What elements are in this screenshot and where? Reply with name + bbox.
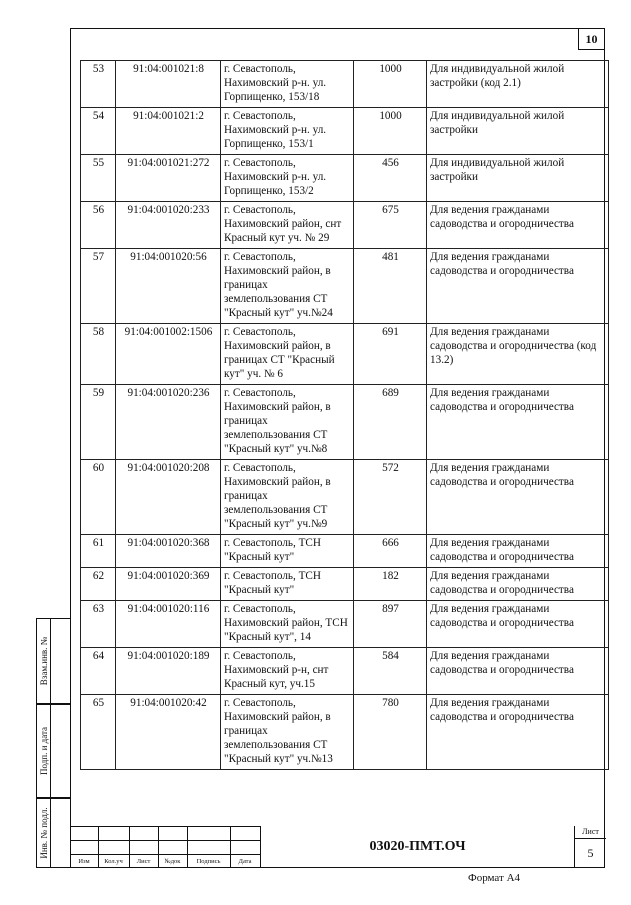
side-inv-zam	[36, 618, 71, 704]
table-row	[81, 61, 609, 108]
permitted-use: Для индивидуальной жилой застройки (код 2.1)	[427, 61, 609, 108]
page-number: 10	[578, 28, 605, 50]
sheet-label: Лист	[575, 826, 606, 839]
address: г. Севастополь, Нахимовский район, в границах СТ "Красный кут" уч. № 6	[221, 324, 354, 385]
address: г. Севастополь, Нахимовский район, в границах землепользования СТ "Красный кут" уч.№9	[221, 460, 354, 535]
address: г. Севастополь, Нахимовский район, в границах землепользования СТ "Красный кут" уч.№8	[221, 385, 354, 460]
permitted-use: Для ведения гражданами садоводства и огородничества	[427, 202, 609, 249]
row-number: 55	[81, 155, 116, 202]
area: 182	[354, 568, 427, 601]
address: г. Севастополь, Нахимовский район, снт Красный кут уч. № 29	[221, 202, 354, 249]
address: г. Севастополь, Нахимовский район, в границах землепользования СТ "Красный кут" уч.№13	[221, 695, 354, 770]
permitted-use: Для ведения гражданами садоводства и огородничества (код 13.2)	[427, 324, 609, 385]
side-inv-podl	[36, 798, 71, 868]
area: 780	[354, 695, 427, 770]
cadastral-number: 91:04:001021:2	[116, 108, 221, 155]
cap-list: Лист	[136, 858, 151, 865]
permitted-use: Для ведения гражданами садоводства и огородничества	[427, 460, 609, 535]
cap-podpis: Подпись	[196, 858, 221, 865]
permitted-use: Для ведения гражданами садоводства и огородничества	[427, 568, 609, 601]
row-number: 62	[81, 568, 116, 601]
row-number: 57	[81, 249, 116, 324]
table-row	[81, 202, 609, 249]
permitted-use: Для ведения гражданами садоводства и огородничества	[427, 535, 609, 568]
cap-data: Дата	[238, 858, 252, 865]
cadastral-number: 91:04:001021:272	[116, 155, 221, 202]
table-row	[81, 385, 609, 460]
row-number: 59	[81, 385, 116, 460]
side-label-inv-podl: Инв. № подл.	[38, 807, 49, 859]
table-row	[81, 648, 609, 695]
permitted-use: Для ведения гражданами садоводства и огородничества	[427, 695, 609, 770]
format-label: Формат А4	[468, 872, 521, 884]
cadastral-number: 91:04:001020:189	[116, 648, 221, 695]
address: г. Севастополь, Нахимовский р-н. ул. Горпищенко, 153/1	[221, 108, 354, 155]
permitted-use: Для индивидуальной жилой застройки	[427, 108, 609, 155]
area: 675	[354, 202, 427, 249]
permitted-use: Для ведения гражданами садоводства и огородничества	[427, 385, 609, 460]
revision-grid	[70, 826, 260, 868]
address: г. Севастополь, Нахимовский район, ТСН "Красный кут", 14	[221, 601, 354, 648]
cadastral-number: 91:04:001002:1506	[116, 324, 221, 385]
table-row	[81, 601, 609, 648]
address: г. Севастополь, ТСН "Красный кут"	[221, 568, 354, 601]
permitted-use: Для ведения гражданами садоводства и огородничества	[427, 249, 609, 324]
cadastral-number: 91:04:001020:116	[116, 601, 221, 648]
cadastral-number: 91:04:001020:208	[116, 460, 221, 535]
row-number: 56	[81, 202, 116, 249]
row-number: 58	[81, 324, 116, 385]
table-row	[81, 108, 609, 155]
cadastral-number: 91:04:001020:368	[116, 535, 221, 568]
sheet-box	[574, 826, 606, 868]
side-label-inv-zam: Взам.инв. №	[38, 636, 49, 686]
address: г. Севастополь, Нахимовский р-н. ул. Горпищенко, 153/18	[221, 61, 354, 108]
row-number: 61	[81, 535, 116, 568]
title-block	[70, 826, 605, 868]
cadastral-number: 91:04:001020:233	[116, 202, 221, 249]
row-number: 65	[81, 695, 116, 770]
side-label-podp-data: Подп. и дата	[38, 726, 49, 776]
cadastral-number: 91:04:001020:56	[116, 249, 221, 324]
cap-izm: Изм	[78, 858, 90, 865]
area: 456	[354, 155, 427, 202]
area: 691	[354, 324, 427, 385]
area: 584	[354, 648, 427, 695]
table-row	[81, 695, 609, 770]
cadastral-number: 91:04:001020:42	[116, 695, 221, 770]
side-podp-data	[36, 704, 71, 798]
area: 572	[354, 460, 427, 535]
table-row	[81, 249, 609, 324]
cadastral-number: 91:04:001020:369	[116, 568, 221, 601]
area: 897	[354, 601, 427, 648]
address: г. Севастополь, Нахимовский р-н. ул. Горпищенко, 153/2	[221, 155, 354, 202]
sheet-number: 5	[587, 846, 594, 860]
cap-kol-uch: Кол.уч	[104, 858, 123, 865]
permitted-use: Для ведения гражданами садоводства и огородничества	[427, 648, 609, 695]
cadastral-number: 91:04:001021:8	[116, 61, 221, 108]
row-number: 64	[81, 648, 116, 695]
address: г. Севастополь, Нахимовский район, в границах землепользования СТ "Красный кут" уч.№24	[221, 249, 354, 324]
row-number: 63	[81, 601, 116, 648]
area: 666	[354, 535, 427, 568]
table-row	[81, 535, 609, 568]
land-plot-table	[80, 60, 609, 770]
area: 1000	[354, 108, 427, 155]
document-code: 03020-ПМТ.ОЧ	[260, 826, 574, 868]
address: г. Севастополь, Нахимовский р-н, снт Красный кут, уч.15	[221, 648, 354, 695]
permitted-use: Для индивидуальной жилой застройки	[427, 155, 609, 202]
row-number: 53	[81, 61, 116, 108]
permitted-use: Для ведения гражданами садоводства и огородничества	[427, 601, 609, 648]
row-number: 54	[81, 108, 116, 155]
address: г. Севастополь, ТСН "Красный кут"	[221, 535, 354, 568]
row-number: 60	[81, 460, 116, 535]
table-row	[81, 568, 609, 601]
table-row	[81, 155, 609, 202]
area: 689	[354, 385, 427, 460]
table-row	[81, 460, 609, 535]
cadastral-number: 91:04:001020:236	[116, 385, 221, 460]
area: 1000	[354, 61, 427, 108]
table-row	[81, 324, 609, 385]
cap-ndok: №док	[164, 858, 181, 865]
area: 481	[354, 249, 427, 324]
